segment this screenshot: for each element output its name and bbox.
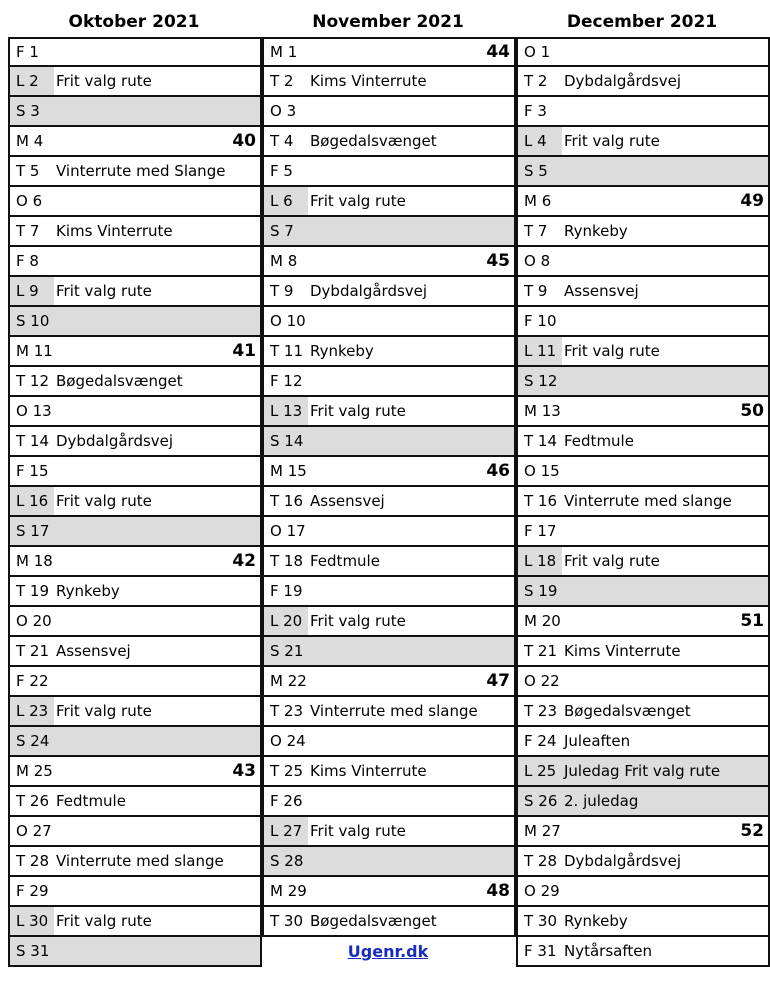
day-row: [8, 727, 262, 757]
day-note: Vinterrute med slange: [56, 852, 224, 870]
day-label: M 25: [16, 762, 53, 780]
day-label: T 14: [524, 432, 558, 450]
day-note: [562, 247, 768, 275]
day-row: [262, 187, 516, 217]
day-label: F 24: [524, 732, 557, 750]
day-row: [262, 367, 516, 397]
day-label: L 25: [524, 762, 557, 780]
month-column-november: [262, 37, 516, 937]
day-label: L 11: [518, 337, 562, 365]
day-label: F 5: [270, 162, 293, 180]
week-number: 42: [232, 551, 256, 571]
day-row: [262, 637, 516, 667]
day-row: [262, 277, 516, 307]
day-label: T 21: [524, 642, 558, 660]
week-number: 48: [486, 881, 510, 901]
day-row: [516, 697, 770, 727]
day-note: [308, 457, 514, 485]
day-row: [516, 757, 770, 787]
day-row: [8, 127, 262, 157]
day-note: [54, 187, 260, 215]
day-label: T 11: [270, 342, 304, 360]
day-note: [54, 607, 260, 635]
day-row: [516, 727, 770, 757]
day-note: Kims Vinterrute: [310, 762, 427, 780]
day-note: [562, 667, 768, 695]
week-number: 51: [740, 611, 764, 631]
week-number: 47: [486, 671, 510, 691]
day-row: [262, 427, 516, 457]
day-label: T 18: [270, 552, 304, 570]
day-row: [8, 217, 262, 247]
day-row: [262, 847, 516, 877]
day-note: [54, 307, 260, 335]
day-label: S 26: [524, 792, 558, 810]
day-note: [54, 337, 260, 365]
day-label: M 22: [270, 672, 307, 690]
day-note: [308, 39, 514, 65]
day-row: [516, 217, 770, 247]
day-row: [516, 307, 770, 337]
day-note: Rynkeby: [564, 222, 628, 240]
day-row: [262, 697, 516, 727]
day-row: [262, 727, 516, 757]
day-label: T 23: [270, 702, 304, 720]
month-title-december: December 2021: [566, 12, 718, 32]
day-row: [8, 937, 262, 967]
month-column-december: [516, 37, 770, 967]
day-row: [516, 607, 770, 637]
day-note: 2. juledag: [564, 792, 639, 810]
day-note: [308, 877, 514, 905]
day-row: [262, 397, 516, 427]
day-row: [8, 37, 262, 67]
day-row: [516, 247, 770, 277]
day-label: T 16: [524, 492, 558, 510]
day-note: [54, 457, 260, 485]
day-row: [262, 307, 516, 337]
week-number: 44: [486, 42, 510, 62]
day-note: [562, 157, 768, 185]
day-note: [308, 247, 514, 275]
day-label: T 19: [16, 582, 50, 600]
day-note: Rynkeby: [56, 582, 120, 600]
day-label: F 10: [524, 312, 557, 330]
day-row: [516, 847, 770, 877]
day-note: [54, 397, 260, 425]
day-note: Juleaften: [564, 732, 631, 750]
day-note: Frit valg rute: [562, 547, 768, 575]
day-label: M 1: [270, 43, 298, 61]
day-label: L 9: [10, 277, 54, 305]
day-row: [262, 337, 516, 367]
day-label: L 27: [264, 817, 308, 845]
week-number: 49: [740, 191, 764, 211]
day-note: [54, 877, 260, 905]
day-label: L 18: [518, 547, 562, 575]
day-row: [262, 457, 516, 487]
day-label: T 30: [524, 912, 558, 930]
day-label: O 29: [524, 882, 560, 900]
day-note: [308, 787, 514, 815]
month-title-november: November 2021: [312, 12, 464, 32]
day-note: [308, 637, 514, 665]
day-row: [516, 337, 770, 367]
day-note: [308, 577, 514, 605]
day-label: T 21: [16, 642, 50, 660]
day-note: Frit valg rute: [308, 187, 514, 215]
week-number: 43: [232, 761, 256, 781]
day-label: O 1: [524, 43, 551, 61]
day-note: Frit valg rute: [54, 487, 260, 515]
day-note: [562, 307, 768, 335]
day-label: S 17: [10, 517, 54, 545]
day-note: [562, 877, 768, 905]
day-row: [516, 637, 770, 667]
day-note: Frit valg rute: [54, 907, 260, 935]
day-note: [562, 187, 768, 215]
day-label: F 12: [270, 372, 303, 390]
day-row: [262, 67, 516, 97]
day-note: [562, 39, 768, 65]
day-label: T 14: [16, 432, 50, 450]
day-note: [308, 517, 514, 545]
day-label: S 14: [264, 427, 308, 455]
day-row: [516, 67, 770, 97]
day-note: [562, 457, 768, 485]
day-note: Assensvej: [564, 282, 639, 300]
day-row: [516, 457, 770, 487]
day-row: [8, 607, 262, 637]
day-label: L 2: [10, 67, 54, 95]
day-label: M 13: [524, 402, 561, 420]
day-label: F 15: [16, 462, 49, 480]
week-number: 40: [232, 131, 256, 151]
day-note: [54, 247, 260, 275]
day-row: [8, 757, 262, 787]
day-label: F 29: [16, 882, 49, 900]
day-label: L 23: [10, 697, 54, 725]
day-row: [262, 217, 516, 247]
day-label: T 25: [270, 762, 304, 780]
day-label: O 24: [270, 732, 306, 750]
day-row: [8, 547, 262, 577]
day-note: [308, 97, 514, 125]
day-note: Bøgedalsvænget: [56, 372, 183, 390]
day-label: F 3: [524, 102, 547, 120]
day-note: [54, 937, 260, 965]
day-row: [516, 277, 770, 307]
day-label: L 16: [10, 487, 54, 515]
day-note: [308, 427, 514, 455]
day-note: [54, 517, 260, 545]
day-row: [8, 697, 262, 727]
day-row: [8, 877, 262, 907]
day-note: [54, 667, 260, 695]
day-note: [54, 97, 260, 125]
day-note: Assensvej: [56, 642, 131, 660]
day-label: T 16: [270, 492, 304, 510]
day-row: [516, 427, 770, 457]
day-label: S 7: [264, 217, 308, 245]
day-label: O 17: [270, 522, 306, 540]
day-row: [262, 577, 516, 607]
day-row: [262, 127, 516, 157]
day-label: O 8: [524, 252, 551, 270]
day-note: Frit valg rute: [54, 697, 260, 725]
day-label: T 26: [16, 792, 50, 810]
day-note: Kims Vinterrute: [564, 642, 681, 660]
day-row: [516, 97, 770, 127]
day-row: [262, 247, 516, 277]
day-note: [54, 817, 260, 845]
week-number: 50: [740, 401, 764, 421]
day-label: M 18: [16, 552, 53, 570]
day-note: Bøgedalsvænget: [310, 912, 437, 930]
day-note: [562, 97, 768, 125]
day-label: S 3: [10, 97, 54, 125]
day-row: [8, 187, 262, 217]
day-row: [8, 337, 262, 367]
day-label: L 6: [264, 187, 308, 215]
day-note: [308, 847, 514, 875]
day-note: Rynkeby: [310, 342, 374, 360]
day-note: [308, 307, 514, 335]
day-row: [8, 517, 262, 547]
day-note: [562, 817, 768, 845]
day-note: [308, 667, 514, 695]
day-row: [8, 427, 262, 457]
day-note: [308, 727, 514, 755]
day-label: T 9: [270, 282, 294, 300]
day-row: [516, 127, 770, 157]
day-label: T 23: [524, 702, 558, 720]
day-row: [516, 937, 770, 967]
day-label: L 4: [518, 127, 562, 155]
day-note: Frit valg rute: [562, 337, 768, 365]
day-row: [8, 277, 262, 307]
day-note: Frit valg rute: [54, 67, 260, 95]
day-label: S 28: [264, 847, 308, 875]
day-row: [8, 787, 262, 817]
day-row: [8, 487, 262, 517]
day-row: [8, 247, 262, 277]
day-row: [8, 577, 262, 607]
day-note: Vinterrute med slange: [564, 492, 732, 510]
day-row: [262, 97, 516, 127]
day-label: T 2: [524, 72, 548, 90]
day-label: M 27: [524, 822, 561, 840]
day-label: M 11: [16, 342, 53, 360]
day-note: [54, 127, 260, 155]
day-row: [516, 397, 770, 427]
day-label: O 20: [16, 612, 52, 630]
day-label: M 4: [16, 132, 44, 150]
day-note: Vinterrute med Slange: [56, 162, 226, 180]
day-row: [516, 187, 770, 217]
day-note: [562, 517, 768, 545]
day-row: [8, 67, 262, 97]
day-note: Bøgedalsvænget: [564, 702, 691, 720]
day-label: T 28: [16, 852, 50, 870]
day-row: [516, 877, 770, 907]
day-row: [262, 787, 516, 817]
day-row: [8, 307, 262, 337]
day-label: T 2: [270, 72, 294, 90]
day-row: [262, 757, 516, 787]
day-label: L 30: [10, 907, 54, 935]
day-label: F 8: [16, 252, 39, 270]
day-note: [562, 607, 768, 635]
day-row: [8, 97, 262, 127]
day-label: F 19: [270, 582, 303, 600]
day-row: [262, 37, 516, 67]
day-note: [562, 577, 768, 605]
day-label: F 1: [16, 43, 39, 61]
day-note: Dybdalgårdsvej: [310, 282, 428, 300]
day-label: T 12: [16, 372, 50, 390]
day-label: F 26: [270, 792, 303, 810]
day-note: Fedtmule: [56, 792, 126, 810]
day-row: [516, 547, 770, 577]
day-row: [262, 817, 516, 847]
day-label: T 28: [524, 852, 558, 870]
day-note: [54, 547, 260, 575]
day-row: [262, 517, 516, 547]
day-row: [516, 37, 770, 67]
day-label: T 9: [524, 282, 548, 300]
day-row: [262, 157, 516, 187]
day-label: T 5: [16, 162, 40, 180]
day-note: [54, 727, 260, 755]
day-row: [262, 487, 516, 517]
week-number: 52: [740, 821, 764, 841]
day-label: F 22: [16, 672, 49, 690]
day-note: Frit valg rute: [308, 397, 514, 425]
day-label: M 29: [270, 882, 307, 900]
day-note: [562, 397, 768, 425]
day-label: S 21: [264, 637, 308, 665]
day-note: Kims Vinterrute: [310, 72, 427, 90]
day-row: [516, 577, 770, 607]
day-note: Rynkeby: [564, 912, 628, 930]
day-note: [562, 367, 768, 395]
day-row: [516, 817, 770, 847]
day-row: [8, 367, 262, 397]
day-note: [308, 157, 514, 185]
month-title-october: Oktober 2021: [68, 12, 200, 32]
day-label: O 15: [524, 462, 560, 480]
day-row: [8, 637, 262, 667]
day-row: [8, 817, 262, 847]
day-row: [8, 847, 262, 877]
day-row: [262, 547, 516, 577]
day-label: O 13: [16, 402, 52, 420]
day-note: Kims Vinterrute: [56, 222, 173, 240]
day-label: M 6: [524, 192, 552, 210]
day-row: [262, 877, 516, 907]
month-column-october: [8, 37, 262, 967]
day-note: Frit valg rute: [562, 127, 768, 155]
day-label: F 31: [524, 942, 557, 960]
day-row: [516, 367, 770, 397]
day-note: Dybdalgårdsvej: [564, 852, 682, 870]
day-label: S 31: [10, 937, 54, 965]
week-number: 46: [486, 461, 510, 481]
day-row: [8, 397, 262, 427]
day-label: S 19: [518, 577, 562, 605]
day-row: [8, 667, 262, 697]
day-note: Assensvej: [310, 492, 385, 510]
day-note: Frit valg rute: [308, 607, 514, 635]
ugenr-link[interactable]: Ugenr.dk: [347, 942, 429, 961]
day-label: S 10: [10, 307, 54, 335]
day-label: S 5: [518, 157, 562, 185]
day-note: Fedtmule: [310, 552, 380, 570]
day-label: S 24: [10, 727, 54, 755]
day-label: T 7: [16, 222, 40, 240]
day-note: Frit valg rute: [54, 277, 260, 305]
day-note: Bøgedalsvænget: [310, 132, 437, 150]
day-note: Fedtmule: [564, 432, 634, 450]
day-label: L 13: [264, 397, 308, 425]
day-note: Nytårsaften: [564, 942, 652, 960]
day-label: O 3: [270, 102, 297, 120]
day-label: T 7: [524, 222, 548, 240]
day-label: O 6: [16, 192, 43, 210]
day-note: Dybdalgårdsvej: [56, 432, 174, 450]
day-label: F 17: [524, 522, 557, 540]
day-row: [516, 517, 770, 547]
day-row: [262, 607, 516, 637]
day-row: [8, 157, 262, 187]
day-row: [262, 667, 516, 697]
day-row: [516, 157, 770, 187]
day-row: [8, 457, 262, 487]
day-label: L 20: [264, 607, 308, 635]
day-label: T 4: [270, 132, 294, 150]
day-note: [308, 367, 514, 395]
day-note: [54, 757, 260, 785]
day-row: [516, 787, 770, 817]
day-row: [516, 667, 770, 697]
day-row: [8, 907, 262, 937]
day-label: S 12: [518, 367, 562, 395]
day-note: Juledag Frit valg rute: [564, 762, 721, 780]
day-note: [308, 217, 514, 245]
day-note: [54, 39, 260, 65]
day-label: M 15: [270, 462, 307, 480]
day-label: T 30: [270, 912, 304, 930]
day-row: [516, 907, 770, 937]
day-row: [262, 907, 516, 937]
day-label: O 22: [524, 672, 560, 690]
day-row: [516, 487, 770, 517]
day-label: O 10: [270, 312, 306, 330]
week-number: 41: [232, 341, 256, 361]
week-number: 45: [486, 251, 510, 271]
day-note: Vinterrute med slange: [310, 702, 478, 720]
day-label: O 27: [16, 822, 52, 840]
day-label: M 8: [270, 252, 298, 270]
day-label: M 20: [524, 612, 561, 630]
day-note: Dybdalgårdsvej: [564, 72, 682, 90]
day-note: Frit valg rute: [308, 817, 514, 845]
